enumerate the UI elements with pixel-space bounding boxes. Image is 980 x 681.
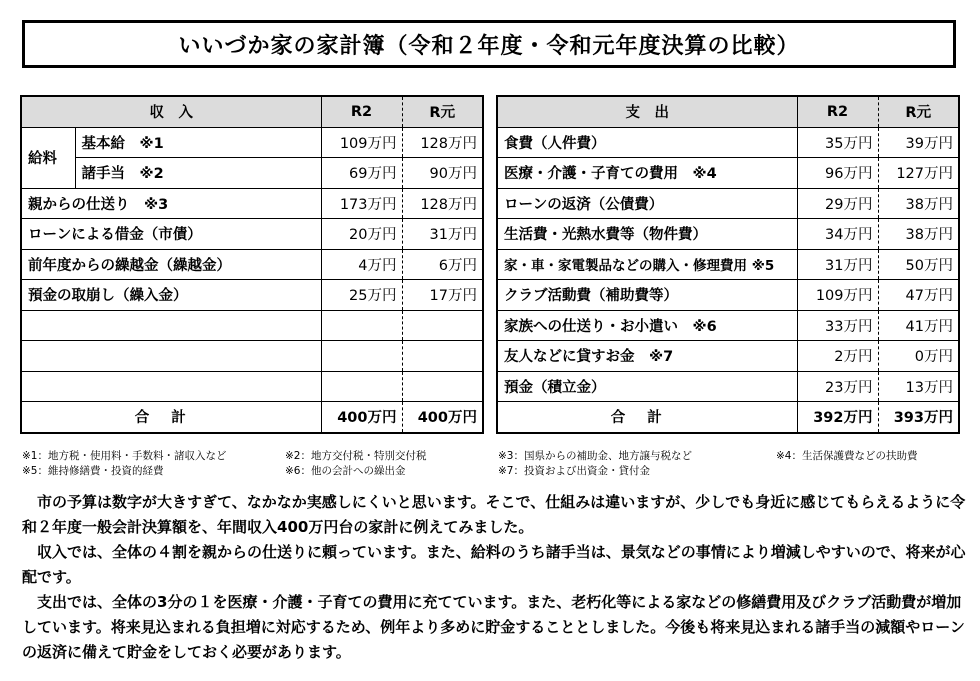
explanation-text [22,490,967,665]
expense-total-row [497,402,959,433]
table-row [21,280,483,311]
row-r1: 50万円 [878,249,959,280]
total-r2: 392万円 [797,402,878,433]
row-r1: 127万円 [878,158,959,189]
row-label: クラブ活動費（補助費等） [497,280,797,311]
expense-table [496,95,960,434]
row-label: 前年度からの繰越金（繰越金） [21,249,321,280]
row-r2: 109万円 [797,280,878,311]
footnote: ※5：維持修繕費・投資的経費 [22,465,164,477]
row-r2: 96万円 [797,158,878,189]
row-r2: 4万円 [321,249,402,280]
title-box [22,20,956,68]
paragraph: 収入では、全体の４割を親からの仕送りに頼っています。また、給料のうち諸手当は、景気などの事情により増減しやすいので、将来が心配です。 [22,543,966,586]
salary-group-label: 給料 [21,127,75,188]
row-r2: 23万円 [797,371,878,402]
row-r1: 128万円 [402,188,483,219]
row-label: 生活費・光熱水費等（物件費） [497,219,797,250]
row-r1: 13万円 [878,371,959,402]
row-r1: 47万円 [878,280,959,311]
row-r1: 17万円 [402,280,483,311]
empty-row [21,371,483,402]
total-r1: 393万円 [878,402,959,433]
income-total-row [21,402,483,433]
income-table [20,95,484,434]
income-header-r2: R2 [321,96,402,127]
row-r2: 31万円 [797,249,878,280]
expense-header-r1: R元 [878,96,959,127]
footnote: ※7：投資および出資金・貸付金 [498,465,650,477]
row-r1: 38万円 [878,188,959,219]
table-row [21,188,483,219]
row-r1: 128万円 [402,127,483,158]
row-r1: 41万円 [878,310,959,341]
table-row [497,280,959,311]
row-r1: 6万円 [402,249,483,280]
table-row [497,341,959,372]
table-row [497,127,959,158]
table-row [497,219,959,250]
row-r1: 90万円 [402,158,483,189]
footnotes-right-2 [776,449,917,464]
paragraph: 支出では、全体の3分の１を医療・介護・子育ての費用に充てています。また、老朽化等による家などの修繕費用及びクラブ活動費が増加しています。将来見込まれる負担増に対応するため、例年より多めに貯金することとしました。今後も将来見込まれる諸手当の減額やローンの返済に備えて貯金をしておく必要があります。 [22,593,965,661]
row-r2: 69万円 [321,158,402,189]
expense-header-label: 支 出 [497,96,797,127]
empty-row [21,310,483,341]
table-row [21,219,483,250]
row-label: ローンによる借金（市債） [21,219,321,250]
row-r2: 35万円 [797,127,878,158]
row-r1: 31万円 [402,219,483,250]
footnote: ※2：地方交付税・特別交付税 [285,450,427,462]
income-header-row [21,96,483,127]
row-r2: 173万円 [321,188,402,219]
row-label: 親からの仕送り ※3 [21,188,321,219]
income-header-label: 収 入 [21,96,321,127]
row-label: 家族への仕送り・お小遣い ※6 [497,310,797,341]
total-label: 合計 [21,402,321,433]
row-label: 基本給 ※1 [75,127,321,158]
table-row [497,310,959,341]
row-r2: 20万円 [321,219,402,250]
row-r1: 0万円 [878,341,959,372]
table-row [497,249,959,280]
page-title: いいづか家の家計簿（令和２年度・令和元年度決算の比較） [178,33,800,59]
footnote: ※1：地方税・使用料・手数料・諸収入など [22,450,227,462]
row-label: 友人などに貸すお金 ※7 [497,341,797,372]
footnote: ※6：他の会計への繰出金 [285,465,406,477]
row-label: ローンの返済（公債費） [497,188,797,219]
footnotes-right [498,449,692,479]
footnote: ※3：国県からの補助金、地方譲与税など [498,450,692,462]
table-row [21,158,483,189]
empty-row [21,341,483,372]
row-label: 医療・介護・子育ての費用 ※4 [497,158,797,189]
footnotes-left [22,449,226,479]
row-label: 預金の取崩し（繰入金） [21,280,321,311]
paragraph: 市の予算は数字が大きすぎて、なかなか実感しにくいと思います。そこで、仕組みは違いますが、少しでも身近に感じてもらえるように令和２年度一般会計決算額を、年間収入400万円台の家計に例えてみました。 [22,493,966,536]
total-r1: 400万円 [402,402,483,433]
expense-header-r2: R2 [797,96,878,127]
total-label: 合計 [497,402,797,433]
row-r2: 109万円 [321,127,402,158]
table-row [21,127,483,158]
total-r2: 400万円 [321,402,402,433]
table-row [497,371,959,402]
row-label: 家・車・家電製品などの購入・修理費用 ※5 [497,249,797,280]
row-r2: 33万円 [797,310,878,341]
table-row [497,158,959,189]
row-r2: 2万円 [797,341,878,372]
row-label: 預金（積立金） [497,371,797,402]
footnotes-left-2 [285,449,426,479]
row-r2: 34万円 [797,219,878,250]
row-label: 食費（人件費） [497,127,797,158]
table-row [497,188,959,219]
expense-header-row [497,96,959,127]
footnote: ※4：生活保護費などの扶助費 [776,450,918,462]
row-r1: 39万円 [878,127,959,158]
table-row [21,249,483,280]
income-header-r1: R元 [402,96,483,127]
row-r1: 38万円 [878,219,959,250]
row-label: 諸手当 ※2 [75,158,321,189]
row-r2: 29万円 [797,188,878,219]
row-r2: 25万円 [321,280,402,311]
